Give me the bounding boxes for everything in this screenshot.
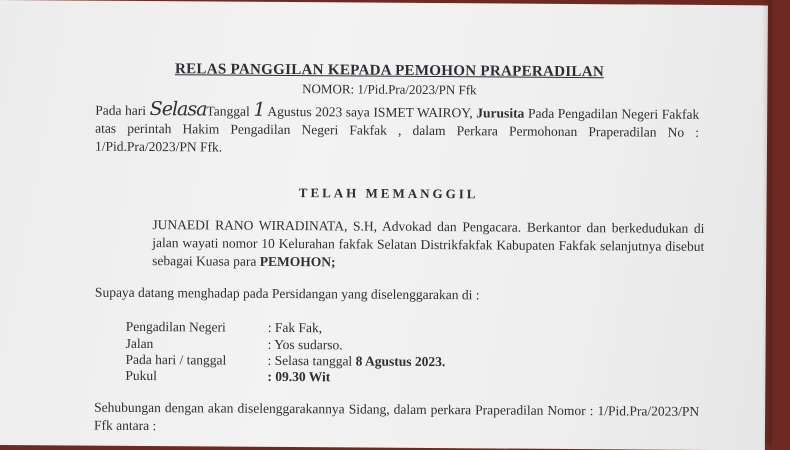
opening-text-2: Tanggal: [206, 103, 250, 119]
page-edge-shadow: [762, 0, 772, 445]
document-title: RELAS PANGGILAN KEPADA PEMOHON PRAPERADILAN: [174, 61, 605, 81]
paragraph-summoned-party: [152, 216, 704, 274]
handwritten-date: 1: [253, 98, 265, 121]
paragraph-instruction: Supaya datang menghadap pada Persidangan yang diselenggarakan di :: [94, 284, 480, 303]
paragraph-opening: [94, 98, 700, 160]
opening-text-4: Pada Pengadilan Negeri Fakfak atas perintah Hakim Pengadilan Negeri Fakfak , dalam Perkara Permohonan Praperadilan No : 1/Pid.Pra/2023/PN Ffk.: [94, 105, 700, 155]
summoned-party-text: JUNAEDI RANO WIRADINATA, S.H, Advokad dan Pengacara. Berkantor dan berkedudukan di jalan wayati nomor 10 Kelurahan fakfak Selatan Distrikfakfak Kabupaten Fakfak selanjutnya disebut sebagai Kuasa para: [152, 217, 705, 269]
day-date-text: : Selasa tanggal: [267, 352, 353, 369]
detail-label-day-date: Pada hari / tanggal: [125, 351, 227, 368]
detail-value-time: [267, 368, 607, 387]
document-number: NOMOR: 1/Pid.Pra/2023/PN Ffk: [302, 81, 477, 98]
opening-text-1: Pada hari: [95, 102, 147, 119]
handwritten-day: Selasa: [149, 98, 207, 121]
detail-label-court: Pengadilan Negeri: [125, 318, 226, 335]
hearing-time: : 09.30 Wit: [267, 368, 331, 385]
role-jurusita: Jurusita: [476, 105, 525, 121]
detail-label-street: Jalan: [125, 335, 154, 352]
detail-value-street: : Yos sudarso.: [267, 336, 343, 353]
detail-label-time: Pukul: [125, 367, 157, 384]
pemohon-label: PEMOHON;: [259, 253, 336, 270]
section-heading: TELAH MEMANGGIL: [298, 185, 479, 202]
opening-text-3: Agustus 2023 saya ISMET WAIROY,: [267, 103, 473, 121]
hearing-date: 8 Agustus 2023.: [355, 353, 446, 370]
detail-value-court: : Fak Fak,: [267, 319, 323, 336]
paragraph-closing: Sehubungan dengan akan diselenggarakannya Sidang, dalam perkara Praperadilan Nomor : 1/Pid.Pra/2023/PN Ffk antara :: [93, 399, 700, 434]
